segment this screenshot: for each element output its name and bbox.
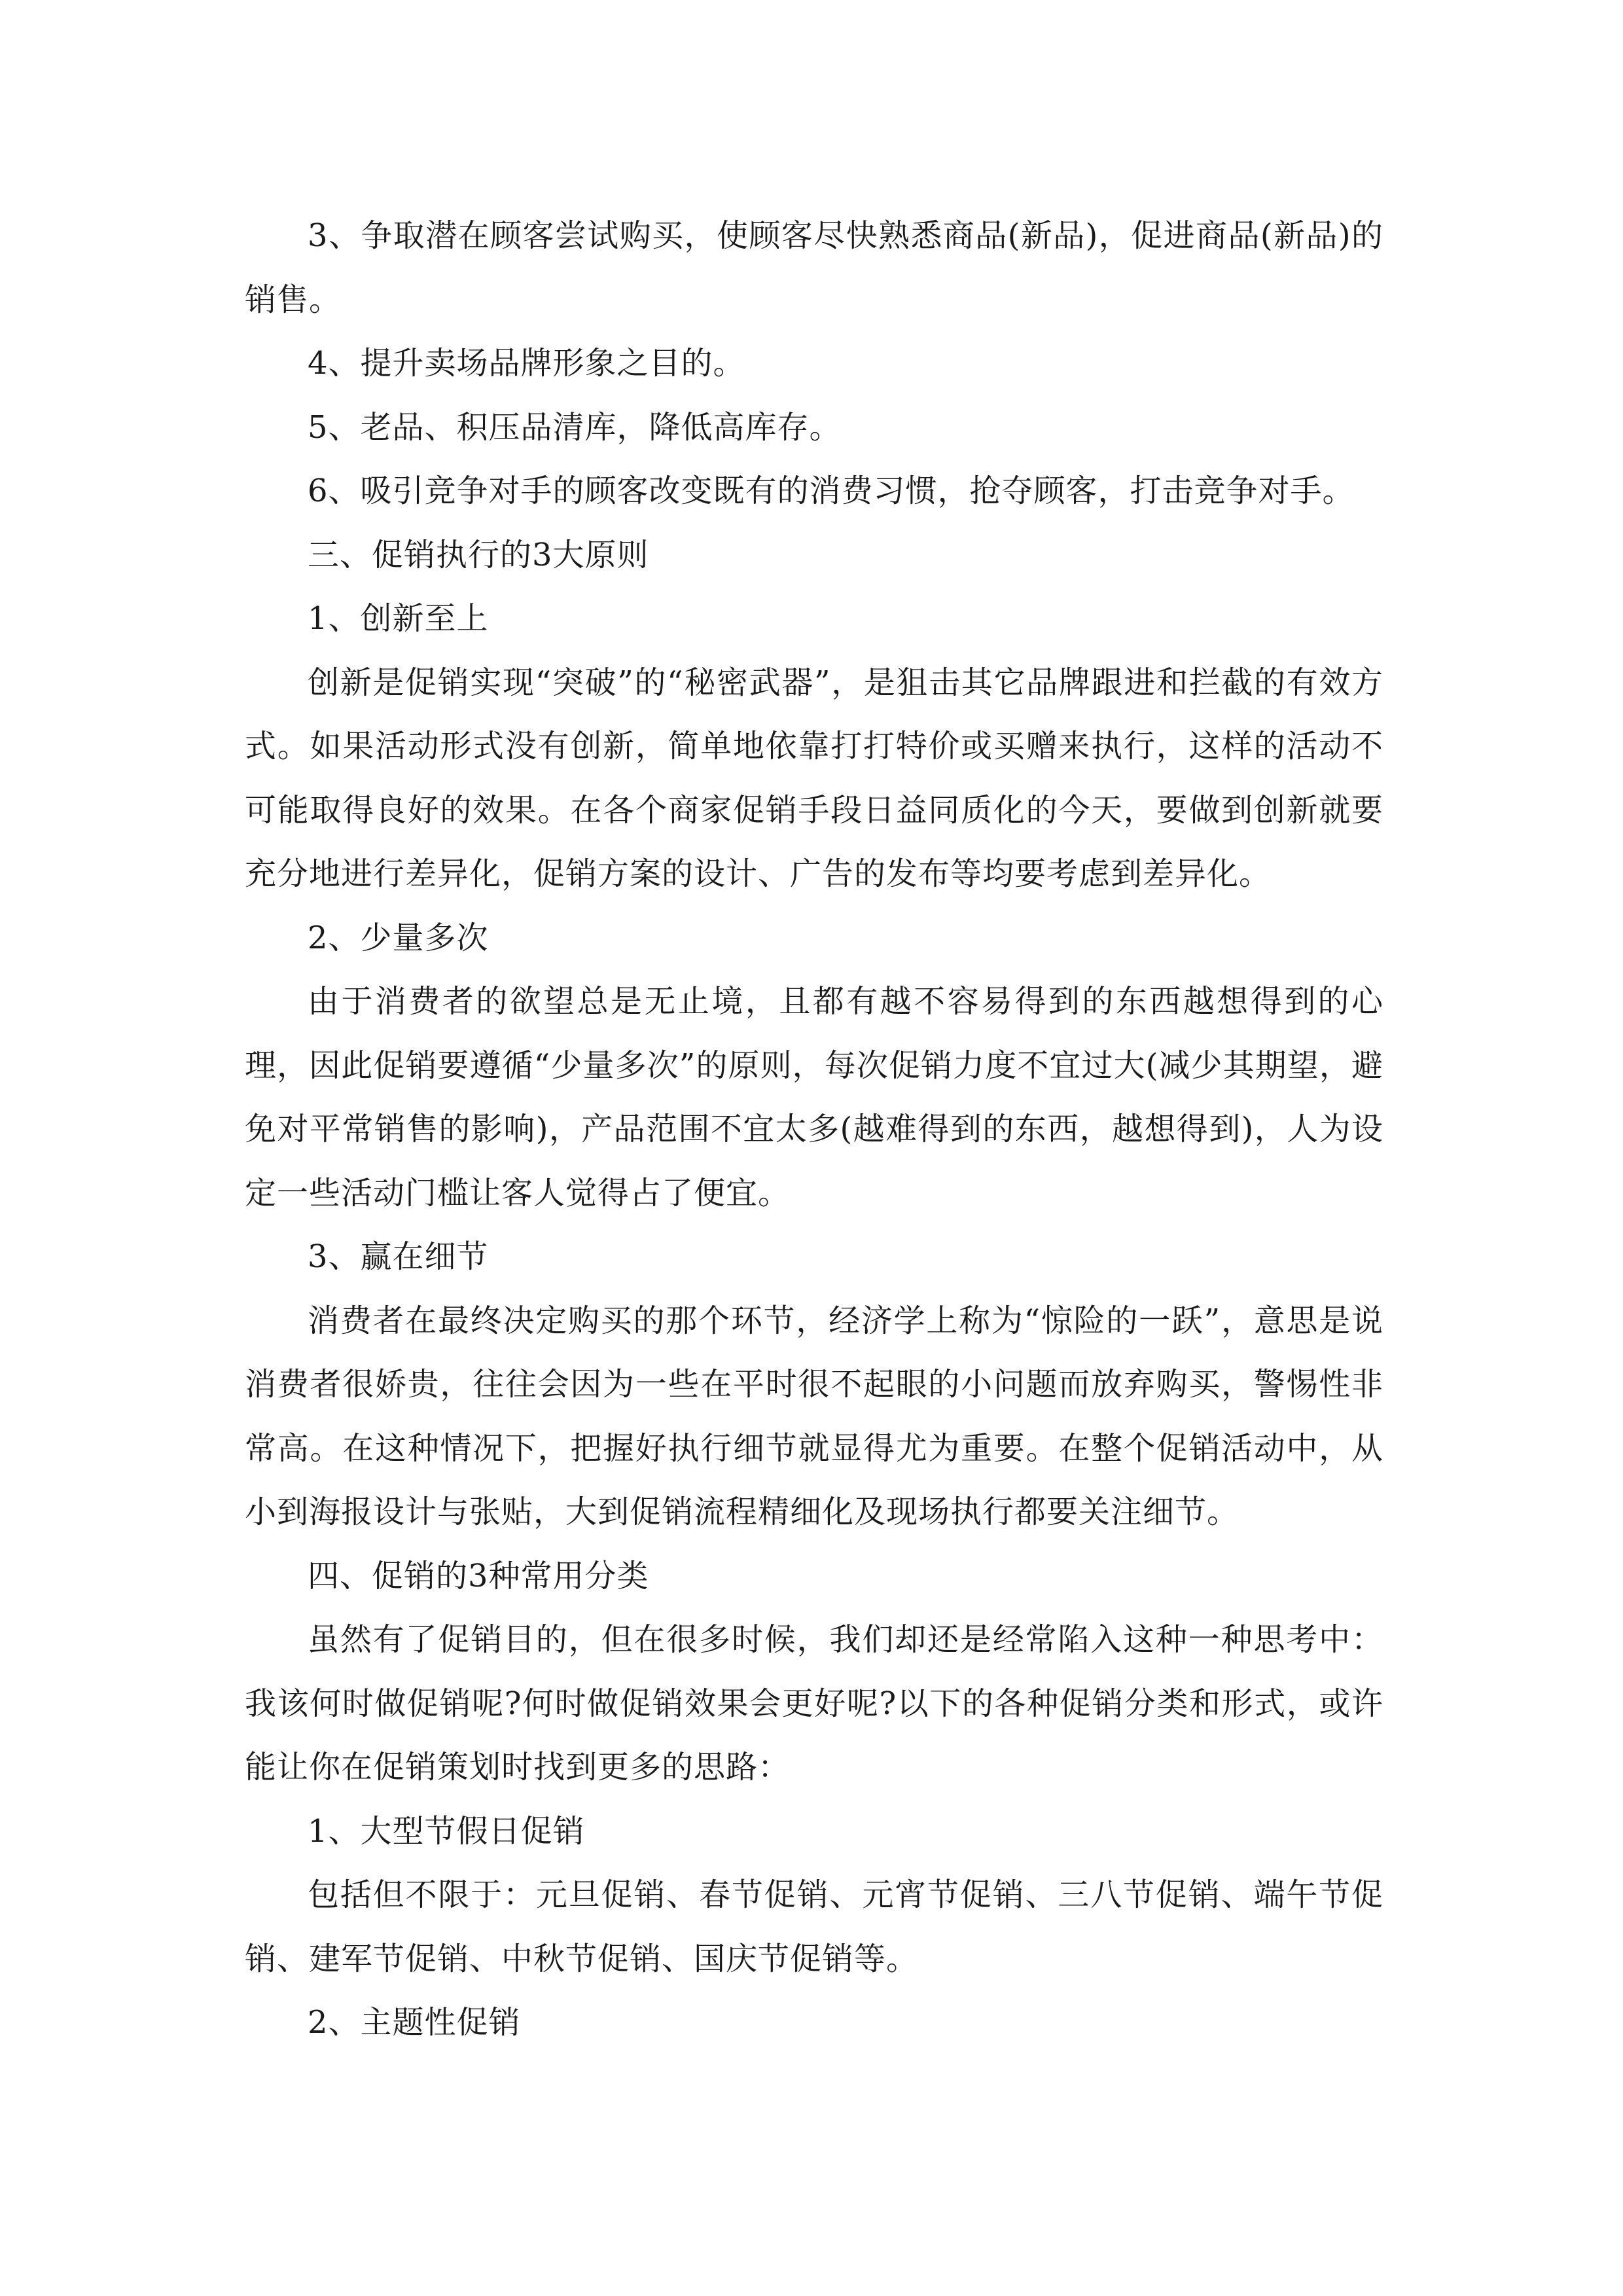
paragraph-details: 消费者在最终决定购买的那个环节，经济学上称为“惊险的一跃”，意思是说消费者很娇贵，往往会因为一些在平时很不起眼的小问题而放弃购买，警惕性非常高。在这种情况下，把握好执行细节就显得尤为重要。在整个促销活动中，从小到海报设计与张贴，大到促销流程精细化及现场执行都要关注细节。 [245, 1302, 1383, 1530]
subheading-theme: 2、主题性促销 [308, 2004, 521, 2041]
paragraph-holiday: 包括但不限于：元旦促销、春节促销、元宵节促销、三八节促销、端午节促销、建军节促销、中秋节促销、国庆节促销等。 [245, 1876, 1383, 1977]
paragraph-goal-6: 6、吸引竞争对手的顾客改变既有的消费习惯，抢夺顾客，打击竞争对手。 [308, 473, 1355, 509]
subheading-innovation: 1、创新至上 [308, 600, 489, 637]
subheading-small-frequent: 2、少量多次 [308, 919, 489, 956]
subheading-holiday: 1、大型节假日促销 [308, 1812, 585, 1850]
paragraph-goal-4: 4、提升卖场品牌形象之目的。 [308, 345, 745, 382]
paragraph-small-frequent: 由于消费者的欲望总是无止境，且都有越不容易得到的东西越想得到的心理，因此促销要遵循“少量多次”的原则，每次促销力度不宜过大(减少其期望，避免对平常销售的影响)，产品范围不宜太多(越难得到的东西，越想得到)，人为设定一些活动门槛让客人觉得占了便宜。 [245, 983, 1383, 1211]
paragraph-goal-5: 5、老品、积压品清库，降低高库存。 [308, 408, 842, 446]
section-heading-principles: 三、促销执行的3大原则 [308, 536, 649, 573]
document-body [245, 204, 1383, 2055]
paragraph-innovation: 创新是促销实现“突破”的“秘密武器”，是狙击其它品牌跟进和拦截的有效方式。如果活动形式没有创新，简单地依靠打打特价或买赠来执行，这样的活动不可能取得良好的效果。在各个商家促销手段日益同质化的今天，要做到创新就要充分地进行差异化，促销方案的设计、广告的发布等均要考虑到差异化。 [245, 664, 1383, 892]
paragraph-categories-intro: 虽然有了促销目的，但在很多时候，我们却还是经常陷入这种一种思考中：我该何时做促销呢?何时做促销效果会更好呢?以下的各种促销分类和形式，或许能让你在促销策划时找到更多的思路： [245, 1621, 1383, 1785]
subheading-details: 3、赢在细节 [308, 1238, 489, 1275]
section-heading-categories: 四、促销的3种常用分类 [308, 1557, 649, 1594]
paragraph-goal-3: 3、争取潜在顾客尝试购买，使顾客尽快熟悉商品(新品)，促进商品(新品)的销售。 [245, 217, 1383, 318]
